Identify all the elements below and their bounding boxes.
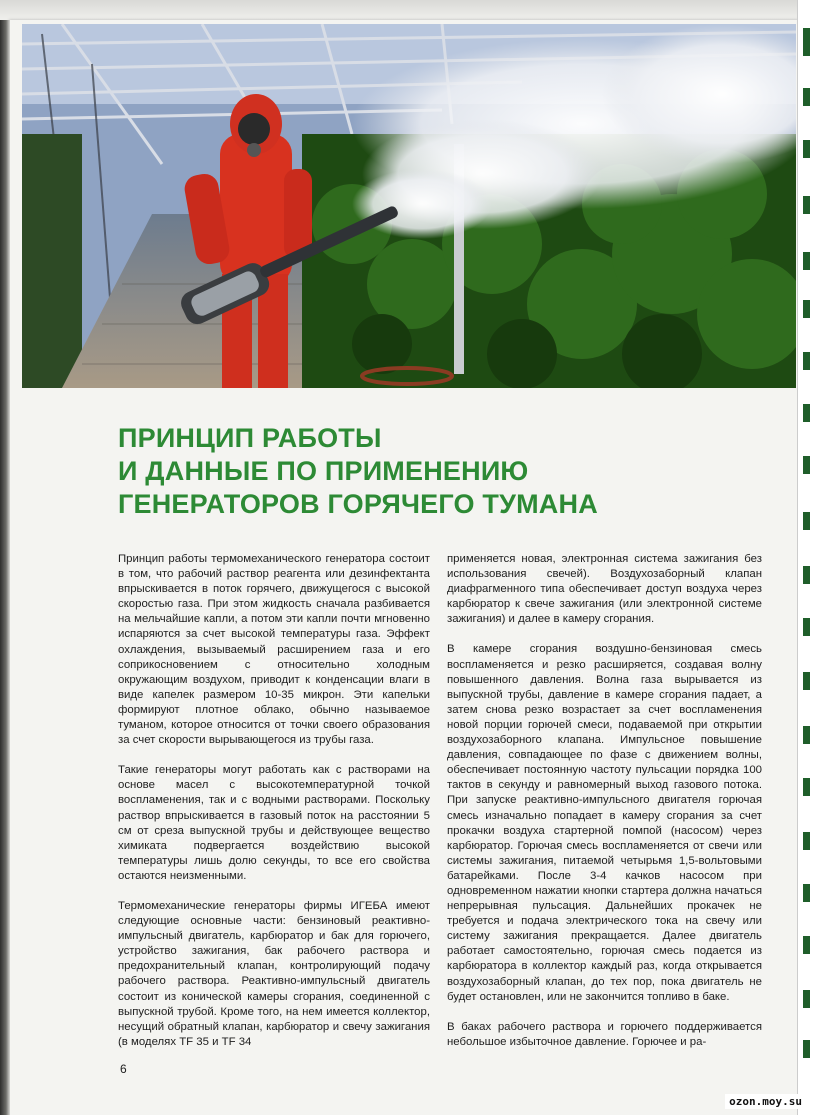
binding-edge	[0, 20, 10, 1115]
greenhouse-fogging-photo	[22, 24, 796, 388]
headline-line-2: И ДАННЫЕ ПО ПРИМЕНЕНИЮ	[118, 456, 529, 486]
index-tab	[803, 566, 810, 584]
page-number: 6	[120, 1062, 127, 1076]
text-column-right	[447, 552, 762, 1050]
index-tabs-edge	[797, 0, 816, 1115]
headline-line-3: ГЕНЕРАТОРОВ ГОРЯЧЕГО ТУМАНА	[118, 489, 598, 519]
index-tab	[803, 618, 810, 636]
index-tab	[803, 88, 810, 106]
index-tab	[803, 936, 810, 954]
text-column-left	[118, 552, 430, 1050]
index-tab	[803, 404, 810, 422]
index-tab	[803, 352, 810, 370]
index-tab	[803, 726, 810, 744]
index-tab	[803, 252, 810, 270]
index-tab	[803, 990, 810, 1008]
index-tab	[803, 512, 810, 530]
index-tab	[803, 456, 810, 474]
index-tab	[803, 884, 810, 902]
index-tab	[803, 1040, 810, 1058]
index-tab	[803, 28, 810, 56]
index-tab	[803, 778, 810, 796]
paragraph: Принцип работы термомеханического генератора состоит в том, что рабочий раствор реагента или дезинфектанта впрыскивается в поток горячего, движущегося с высокой скоростью газа. При этом жидкость сначала разбивается на мельчайшие капли, а потом эти капли почти мгновенно испаряются за счет высокой температуры газа. Эффект охлаждения, вызываемый расширением газа и его соприкосновением с относительно холодным окружающим воздухом, приводит к конденсации влаги в виде капелек размером 10-35 микрон. Эти капельки формируют плотное облако, обычно называемое туманом, которое относится от точки своего образования за счет скорости вырывающегося из трубы газа.	[118, 553, 430, 747]
paragraph: В камере сгорания воздушно-бензиновая смесь воспламеняется и резко расширяется, создавая волну повышенного давления. Волна газа вырывается из выпускной трубы, давление в камере сгорания падает, а затем снова резко возрастает за счет воспламенения новой порции горючей смеси, подаваемой при открытии воздухозаборного клапана. Импульсное повышение давления, совпадающее по фазе с движением волны, обеспечивает постоянную частоту пульсации порядка 100 тактов в секунду и равномерный выход газового потока. При запуске реактивно-импульсного двигателя горючая смесь изначально попадает в камеру сгорания за счет прокачки воздуха стартерной помпой (насосом) через карбюратор. Горючая смесь воспламеняется от свечи или системы зажигания, питаемой четырьмя 1,5-вольтовыми батарейками. После 3-4 качков насосом при одновременном нажатии кнопки стартера должна начаться непрерывная пульсация. Дальнейших прокачек не требуется и подача электрического тока на свечу или систему зажигания прекращается. Далее двигатель работает самостоятельно, горючая смесь подается из карбюратора в коллектор каждый раз, когда открывается воздухозаборный клапан, до тех пор, пока двигатель не будет остановлен, или не закончится топливо в баке.	[447, 643, 762, 1003]
paragraph: Такие генераторы могут работать как с растворами на основе масел с высокотемпературной точкой воспламенения, так и с водными растворами. Поскольку раствор впрыскивается в газовый поток на расстоянии 5 см от среза выпускной трубы и действующее вещество химиката подвергается воздействию высокой температуры лишь долю секунды, то все его свойства остаются неизменными.	[118, 764, 430, 882]
headline-line-1: ПРИНЦИП РАБОТЫ	[118, 423, 382, 453]
article-headline	[118, 422, 678, 521]
paragraph: применяется новая, электронная система зажигания без использования свечей). Воздухозаборный клапан диафрагменного типа обеспечивает доступ воздуха через карбюратор к свече зажигания (или электронной системе зажигания) и далее в камеру сгорания.	[447, 553, 762, 626]
index-tab	[803, 832, 810, 850]
index-tab	[803, 196, 810, 214]
paragraph: Термомеханические генераторы фирмы ИГЕБА имеют следующие основные части: бензиновый реактивно-импульсный двигатель, карбюратор и бак для горючего, устройство зажигания, бак рабочего раствора и предохранительный клапан, контролирующий подачу рабочего раствора. Реактивно-импульсный двигатель состоит из конической камеры сгорания, соединенной с выпускной трубой. Кроме того, на нем имеется коллектор, несущий обратный клапан, карбюратор и свечу зажигания (в моделях TF 35 и TF 34	[118, 899, 430, 1048]
index-tab	[803, 300, 810, 318]
index-tab	[803, 140, 810, 158]
index-tab	[803, 672, 810, 690]
site-watermark: ozon.moy.su	[725, 1094, 806, 1109]
paragraph: В баках рабочего раствора и горючего поддерживается небольшое избыточное давление. Горючее и ра-	[447, 1020, 762, 1048]
page-top-edge	[0, 0, 816, 22]
